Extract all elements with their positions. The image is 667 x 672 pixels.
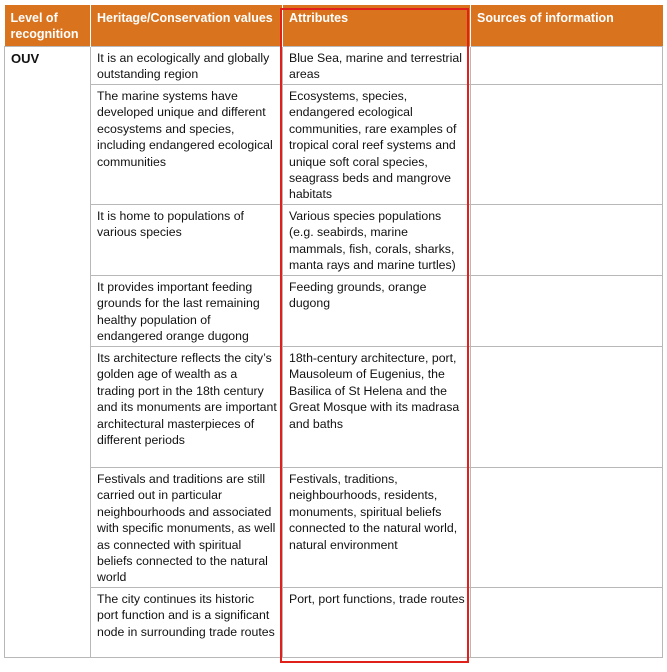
table-row bbox=[5, 588, 663, 658]
header-attributes: Attributes bbox=[283, 5, 471, 47]
value-cell: It provides important feeding grounds for the last remaining healthy population of endangered orange dugong bbox=[91, 276, 283, 347]
level-cell-ouv: OUV bbox=[5, 47, 91, 658]
header-level-of-recognition: Level of recognition bbox=[5, 5, 91, 47]
attribute-cell: Blue Sea, marine and terrestrial areas bbox=[283, 47, 471, 85]
attribute-cell: Feeding grounds, orange dugong bbox=[283, 276, 471, 347]
value-cell: Its architecture reflects the city’s golden age of wealth as a trading port in the 18th century and its monuments are important architectural masterpieces of different periods bbox=[91, 347, 283, 468]
source-cell bbox=[471, 276, 663, 347]
attribute-cell: 18th-century architecture, port, Mausoleum of Eugenius, the Basilica of St Helena and the Great Mosque with its madrasa and baths bbox=[283, 347, 471, 468]
attribute-cell: Festivals, traditions, neighbourhoods, residents, monuments, spiritual beliefs connected to the natural world, natural environment bbox=[283, 468, 471, 588]
source-cell bbox=[471, 588, 663, 658]
source-cell bbox=[471, 347, 663, 468]
source-cell bbox=[471, 468, 663, 588]
source-cell bbox=[471, 205, 663, 276]
header-heritage-conservation-values: Heritage/Conservation values bbox=[91, 5, 283, 47]
attribute-cell: Various species populations (e.g. seabirds, marine mammals, fish, corals, sharks, manta rays and marine turtles) bbox=[283, 205, 471, 276]
table-row bbox=[5, 347, 663, 468]
attribute-cell: Port, port functions, trade routes bbox=[283, 588, 471, 658]
value-cell: Festivals and traditions are still carried out in particular neighbourhoods and associated with specific monuments, as well as connected with spiritual beliefs connected to the natural world bbox=[91, 468, 283, 588]
table-row bbox=[5, 276, 663, 347]
attribute-cell: Ecosystems, species, endangered ecological communities, rare examples of tropical coral reef systems and unique soft coral species, seagrass beds and mangrove habitats bbox=[283, 85, 471, 205]
table-row bbox=[5, 85, 663, 205]
header-sources-of-information: Sources of information bbox=[471, 5, 663, 47]
values-attributes-table-container bbox=[4, 5, 662, 658]
value-cell: It is home to populations of various species bbox=[91, 205, 283, 276]
source-cell bbox=[471, 47, 663, 85]
table-row bbox=[5, 468, 663, 588]
value-cell: The marine systems have developed unique and different ecosystems and species, including endangered ecological communities bbox=[91, 85, 283, 205]
values-attributes-table bbox=[4, 5, 663, 658]
value-cell: It is an ecologically and globally outstanding region bbox=[91, 47, 283, 85]
value-cell: The city continues its historic port function and is a significant node in surrounding trade routes bbox=[91, 588, 283, 658]
table-row bbox=[5, 47, 663, 85]
table-header-row bbox=[5, 5, 663, 47]
table-row bbox=[5, 205, 663, 276]
source-cell bbox=[471, 85, 663, 205]
